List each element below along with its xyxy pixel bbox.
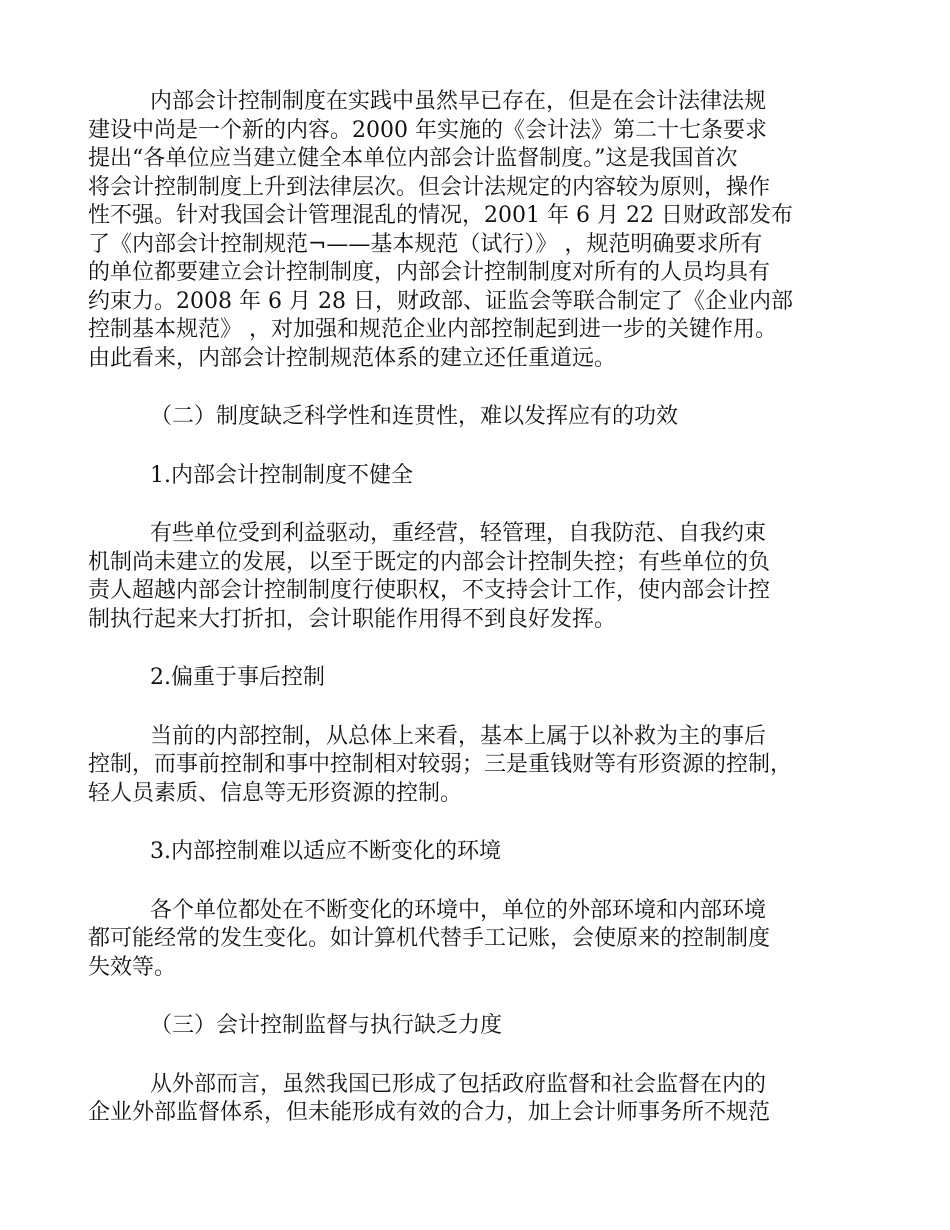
paragraph-1	[88, 88, 868, 373]
text-line: 提出“各单位应当建立健全本单位内部会计监督制度。”这是我国首次	[88, 146, 738, 171]
spacer	[88, 982, 868, 1012]
text-line: 性不强。针对我国会计管理混乱的情况，2001 年 6 月 22 日财政部发布	[88, 203, 793, 228]
text-line: 各个单位都处在不断变化的环境中，单位的外部环境和内部环境	[150, 897, 767, 923]
paragraph-2	[88, 520, 868, 634]
spacer	[88, 373, 868, 403]
text-line: 失效等。	[88, 954, 177, 980]
text-line: 内部会计控制制度在实践中虽然早已存在，但是在会计法律法规	[150, 89, 767, 114]
paragraph-3	[88, 723, 868, 809]
text-line: 建设中尚是一个新的内容。2000 年实施的《会计法》第二十七条要求	[88, 117, 767, 143]
spacer	[88, 432, 868, 462]
spacer	[88, 808, 868, 838]
document-page	[88, 88, 868, 1128]
text-line: 轻人员素质、信息等无形资源的控制。	[88, 780, 463, 806]
spacer	[88, 1041, 868, 1071]
text-line: 制执行起来大打折扣，会计职能作用得不到良好发挥。	[88, 606, 617, 632]
text-line: 企业外部监督体系，但未能形成有效的合力，加上会计师事务所不规范	[88, 1100, 771, 1125]
text-line: 从外部而言，虽然我国已形成了包括政府监督和社会监督在内的	[150, 1071, 767, 1097]
paragraph-5	[88, 1071, 868, 1128]
text-line: 将会计控制制度上升到法律层次。但会计法规定的内容较为原则，操作	[88, 174, 771, 200]
section-heading-2: （二）制度缺乏科学性和连贯性，难以发挥应有的功效	[150, 404, 679, 429]
text-line: 控制基本规范》 ，对加强和规范企业内部控制起到进一步的关键作用。	[88, 317, 777, 342]
text-line: 责人超越内部会计控制制度行使职权，不支持会计工作，使内部会计控	[88, 578, 771, 603]
subheading-1: 1.内部会计控制制度不健全	[150, 462, 413, 488]
text-line: 控制，而事前控制和事中控制相对较弱；三是重钱财等有形资源的控制，	[88, 752, 793, 777]
text-line: 约束力。2008 年 6 月 28 日，财政部、证监会等联合制定了《企业内部	[88, 288, 793, 314]
spacer	[88, 490, 868, 520]
subheading-2: 2.偏重于事后控制	[150, 665, 325, 690]
text-line: 都可能经常的发生变化。如计算机代替手工记账，会使原来的控制制度	[88, 926, 771, 951]
text-line: 机制尚未建立的发展，以至于既定的内部会计控制失控；有些单位的负	[88, 549, 771, 575]
text-line: 由此看来，内部会计控制规范体系的建立还任重道远。	[88, 345, 617, 371]
spacer	[88, 867, 868, 897]
paragraph-4	[88, 897, 868, 983]
spacer	[88, 634, 868, 664]
text-line: 的单位都要建立会计控制制度，内部会计控制制度对所有的人员均具有	[88, 260, 771, 285]
section-heading-3: （三）会计控制监督与执行缺乏力度	[150, 1013, 503, 1038]
spacer	[88, 693, 868, 723]
text-line: 有些单位受到利益驱动，重经营，轻管理，自我防范、自我约束	[150, 521, 767, 546]
text-line: 了《内部会计控制规范¬——基本规范（试行）》 ，规范明确要求所有	[88, 231, 763, 257]
subheading-3: 3.内部控制难以适应不断变化的环境	[150, 839, 501, 864]
text-line: 当前的内部控制，从总体上来看，基本上属于以补救为主的事后	[150, 723, 767, 749]
